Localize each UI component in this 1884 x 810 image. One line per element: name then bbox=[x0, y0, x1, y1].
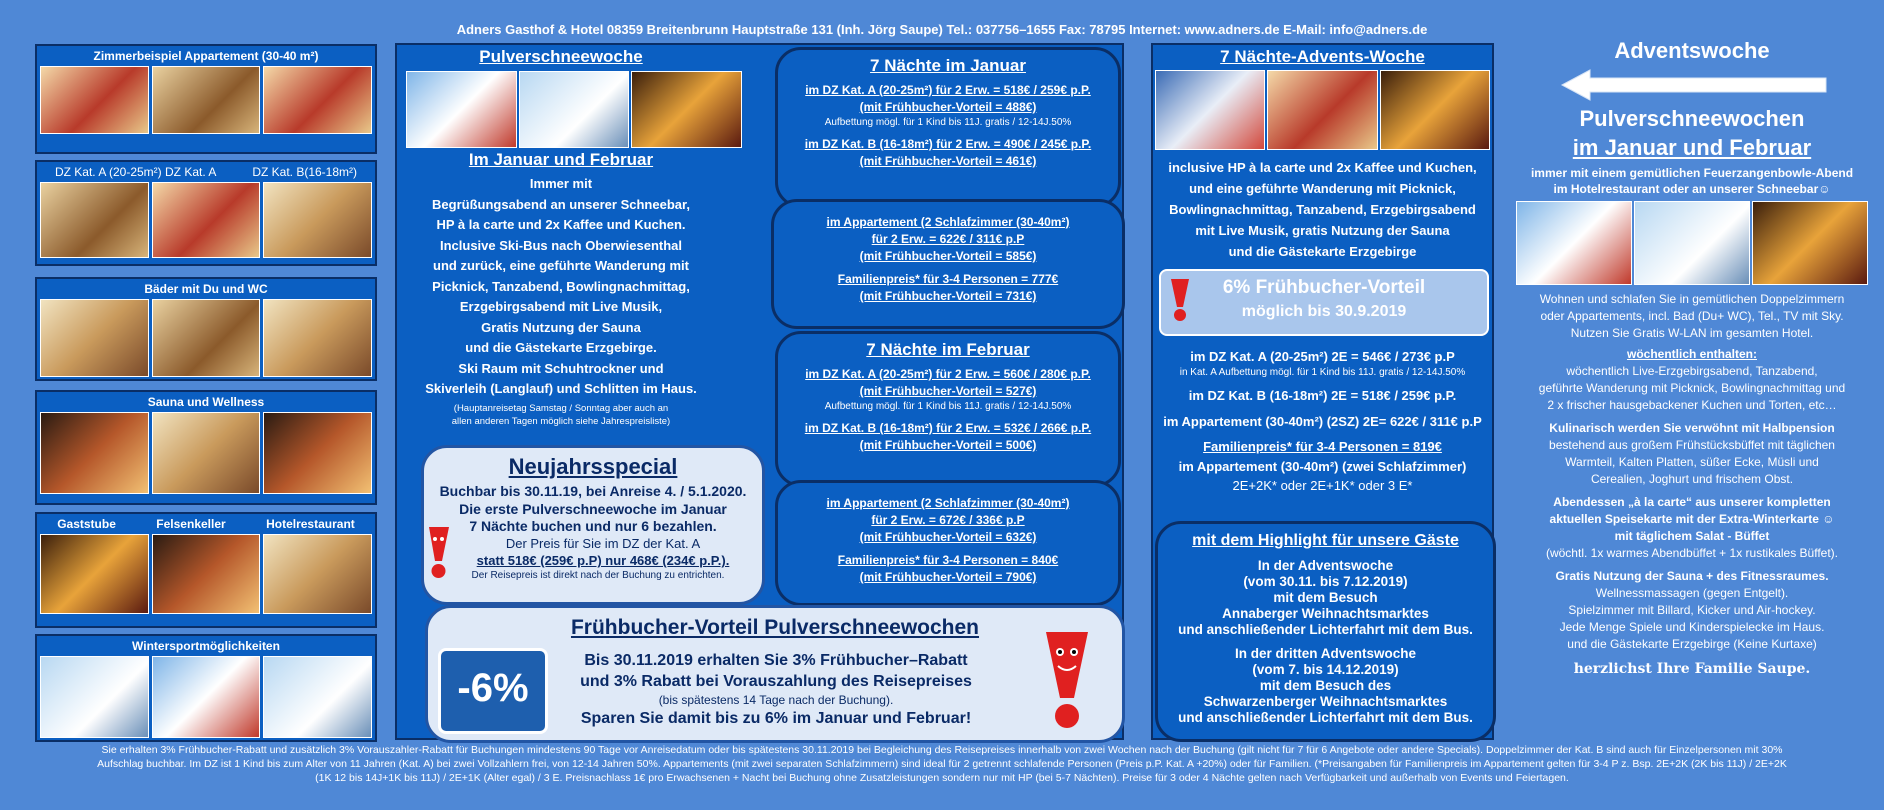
winter-photo bbox=[263, 656, 372, 738]
room-photo bbox=[1267, 70, 1377, 150]
right-p4: Abendessen „à la carte“ aus unserer kompletten bbox=[1553, 495, 1831, 509]
januar-price-a: im DZ Kat. A (20-25m²) für 2 Erw. = 518€ / 259€ p.P. bbox=[805, 83, 1091, 97]
right-p4: aktuellen Speisekarte mit der Extra-Winterkarte ☺ bbox=[1549, 512, 1835, 526]
highlight-line: mit dem Besuch des bbox=[1259, 678, 1392, 693]
highlight-line: In der Adventswoche bbox=[1257, 558, 1394, 573]
right-p3: Warmteil, Kalten Platten, süßer Ecke, Müsli und bbox=[1565, 455, 1819, 469]
right-heading-1: Pulverschneewochen bbox=[1579, 106, 1805, 131]
panel-title: Gaststube bbox=[57, 517, 116, 531]
room-photo bbox=[263, 182, 372, 258]
februar-fb-b: (mit Frühbucher-Vorteil = 500€) bbox=[859, 438, 1037, 452]
fruehbucher-l4: Sparen Sie damit bis zu 6% im Januar und Februar! bbox=[580, 710, 972, 727]
highlight-line: mit dem Besuch bbox=[1273, 590, 1378, 605]
pulver-line: Inclusive Ski-Bus nach Oberwiesenthal bbox=[439, 237, 683, 253]
fruehbucher-l3: (bis spätestens 14 Tage nach der Buchung). bbox=[658, 693, 894, 707]
pulver-line: Skiverleih (Langlauf) und Schlitten im Haus. bbox=[425, 381, 697, 396]
januar-title: 7 Nächte im Januar bbox=[870, 56, 1026, 75]
restaurant-photo bbox=[631, 71, 742, 148]
right-p2: 2 x frischer hausgebackener Kuchen und Torten, etc… bbox=[1547, 398, 1837, 412]
right-column bbox=[1512, 38, 1872, 677]
advent-line: inclusive HP à la carte und 2x Kaffee und Kuchen, bbox=[1168, 160, 1477, 175]
januar-app-price: für 2 Erw. = 622€ / 311€ p.P bbox=[871, 232, 1025, 246]
pulver-line: HP à la carte und 2x Kaffee und Kuchen. bbox=[436, 217, 686, 232]
pulver-line: Ski Raum mit Schuhtrockner und bbox=[458, 360, 664, 376]
fruehbucher-l1: Bis 30.11.2019 erhalten Sie 3% Frühbucher–Rabatt bbox=[584, 652, 968, 669]
januar-family-fb: (mit Frühbucher-Vorteil = 731€) bbox=[859, 289, 1037, 303]
right-p1: Nutzen Sie Gratis W-LAN im gesamten Hotel. bbox=[1570, 326, 1814, 340]
fruehbucher-l2: und 3% Rabatt bei Vorauszahlung des Reisepreises bbox=[580, 673, 972, 690]
restaurant-photo bbox=[40, 534, 149, 614]
sauna-photo bbox=[152, 412, 261, 494]
februar-aufbettung: Aufbettung mögl. für 1 Kind bis 11J. gratis / 12-14J.50% bbox=[824, 401, 1072, 412]
right-intro: im Hotelrestaurant oder an unserer Schneebar☺ bbox=[1553, 182, 1831, 196]
highlight-line: und anschließender Lichterfahrt mit dem Bus. bbox=[1178, 622, 1473, 637]
pulver-line: und die Gästekarte Erzgebirge. bbox=[465, 340, 657, 355]
bath-photo bbox=[152, 299, 261, 377]
februar-family: Familienpreis* für 3-4 Personen = 840€ bbox=[837, 553, 1059, 567]
footer-line: (1K 12 bis 14J+1K bis 11J) / 2E+1K (Alter egal) / 3 E. Preisnachlass 1€ pro Erwachsenen + Nacht bei Buchung ohne Zusatzleistungen sondern nur mit HP (bei 5-7 Nächten). Preise für 3 oder 4 Nächte gelten nach Verfügbarkeit und außerhalb von Events und Feiertagen. bbox=[315, 772, 1569, 784]
advent-app-line: im Appartement (30-40m²) (zwei Schlafzimmer) bbox=[1178, 459, 1467, 474]
right-p2: geführte Wanderung mit Picknick, Bowlingnachmittag und bbox=[1538, 381, 1846, 395]
right-intro: immer mit einem gemütlichen Feuerzangenbowle-Abend bbox=[1530, 166, 1854, 180]
pulver-line: Picknick, Tanzabend, Bowlingnachmittag, bbox=[432, 278, 690, 294]
neujahr-l6: Der Reisepreis ist direkt nach der Buchung zu entrichten. bbox=[471, 570, 725, 581]
fruehbucher-title: Frühbucher-Vorteil Pulverschneewochen bbox=[570, 616, 980, 639]
februar-title: 7 Nächte im Februar bbox=[866, 340, 1030, 359]
bubble-februar-app bbox=[775, 480, 1121, 606]
highlight-line: und anschließender Lichterfahrt mit dem Bus. bbox=[1178, 710, 1473, 725]
right-p5: Spielzimmer mit Billard, Kicker und Air-hockey. bbox=[1568, 603, 1816, 617]
winter-photo bbox=[152, 656, 261, 738]
advent-family-combos: 2E+2K* oder 2E+1K* oder 3 E* bbox=[1232, 478, 1413, 493]
bubble-neujahr bbox=[421, 445, 765, 605]
right-p3: Kulinarisch werden Sie verwöhnt mit Halbpension bbox=[1549, 421, 1835, 435]
mulled-wine-photo bbox=[1380, 70, 1490, 150]
footer-terms bbox=[22, 743, 1862, 785]
right-p5: Gratis Nutzung der Sauna + des Fitnessraumes. bbox=[1555, 569, 1829, 583]
advent-title: 7 Nächte-Advents-Woche bbox=[1220, 47, 1425, 66]
cellar-photo bbox=[152, 534, 261, 614]
restaurant-photo bbox=[1752, 201, 1868, 285]
right-p1: oder Appartements, incl. Bad (Du+ WC), Tel., TV mit Sky. bbox=[1540, 309, 1844, 323]
pulver-line: und zurück, eine geführte Wanderung mit bbox=[433, 258, 689, 273]
panel-doppelzimmer bbox=[35, 160, 377, 266]
highlight-line: (vom 7. bis 14.12.2019) bbox=[1252, 662, 1399, 677]
advent-fruehbucher-box bbox=[1159, 269, 1489, 336]
sauna-photo bbox=[40, 412, 149, 494]
highlight-line: In der dritten Adventswoche bbox=[1234, 646, 1417, 661]
room-photo bbox=[40, 182, 149, 258]
right-title: Adventswoche bbox=[1614, 38, 1770, 63]
pulver-subtitle: Im Januar und Februar bbox=[468, 150, 654, 169]
bubble-highlight bbox=[1155, 521, 1496, 742]
advent-line: Bowlingnachmittag, Tanzabend, Erzgebirgsabend bbox=[1169, 202, 1476, 217]
advent-fb-date: möglich bis 30.9.2019 bbox=[1241, 303, 1407, 320]
advent-line: und eine geführte Wanderung mit Picknick, bbox=[1189, 181, 1456, 196]
januar-fb-b: (mit Frühbucher-Vorteil = 461€) bbox=[859, 154, 1037, 168]
room-photo bbox=[263, 66, 372, 134]
januar-app-fb: (mit Frühbucher-Vorteil = 585€) bbox=[859, 249, 1037, 263]
panel-pulverschneewoche bbox=[395, 43, 1124, 740]
neujahr-l1: Buchbar bis 30.11.19, bei Anreise 4. / 5.1.2020. bbox=[439, 483, 747, 499]
room-photo bbox=[40, 66, 149, 134]
januar-aufbettung: Aufbettung mögl. für 1 Kind bis 11J. gratis / 12-14J.50% bbox=[824, 117, 1072, 128]
advent-fb-title: 6% Frühbucher-Vorteil bbox=[1222, 277, 1426, 298]
restaurant-photo bbox=[263, 534, 372, 614]
panel-title: Zimmerbeispiel Appartement (30-40 m²) bbox=[93, 49, 319, 63]
pulver-line: Begrüßungsabend an unserer Schneebar, bbox=[432, 196, 690, 212]
winter-photo bbox=[40, 656, 149, 738]
panel-appartement bbox=[35, 44, 377, 154]
header-contact: Adners Gasthof & Hotel 08359 Breitenbrunn Hauptstraße 131 (Inh. Jörg Saupe) Tel.: 037756–1655 Fax: 78795 Internet: www.adners.de E-Mail: info@adners.de bbox=[456, 22, 1428, 37]
exclamation-icon bbox=[423, 523, 453, 581]
sauna-photo bbox=[263, 412, 372, 494]
neujahr-l3: 7 Nächte buchen und nur 6 bezahlen. bbox=[469, 518, 717, 534]
right-p2-title: wöchentlich enthalten: bbox=[1626, 347, 1757, 361]
bubble-februar bbox=[775, 331, 1121, 487]
panel-advent bbox=[1151, 43, 1494, 740]
arrow-left-icon bbox=[1560, 68, 1830, 102]
exclamation-icon bbox=[1167, 277, 1191, 323]
pulver-line: Immer mit bbox=[529, 176, 593, 191]
neujahr-l5: statt 518€ (259€ p.P) nur 468€ (234€ p.P.). bbox=[476, 553, 730, 568]
januar-price-b: im DZ Kat. B (16-18m²) für 2 Erw. = 490€ / 245€ p.P. bbox=[804, 137, 1092, 151]
advent-price-app: im Appartement (30-40m²) (2SZ) 2E= 622€ / 311€ p.P bbox=[1163, 414, 1482, 429]
advent-line: und die Gästekarte Erzgebirge bbox=[1228, 244, 1417, 259]
right-p4: mit täglichem Salat - Büffet bbox=[1614, 529, 1770, 543]
advent-family: Familienpreis* für 3-4 Personen = 819€ bbox=[1203, 439, 1442, 454]
bath-photo bbox=[263, 299, 372, 377]
right-p3: Cerealien, Joghurt und frischem Obst. bbox=[1590, 472, 1794, 486]
februar-price-b: im DZ Kat. B (16-18m²) für 2 Erw. = 532€ / 266€ p.P. bbox=[804, 421, 1092, 435]
panel-title: Bäder mit Du und WC bbox=[144, 282, 268, 296]
highlight-title: mit dem Highlight für unsere Gäste bbox=[1192, 532, 1459, 549]
bubble-fruehbucher bbox=[425, 605, 1125, 743]
februar-app-price: für 2 Erw. = 672€ / 336€ p.P bbox=[871, 513, 1025, 527]
right-p5: Wellnessmassagen (gegen Entgelt). bbox=[1595, 586, 1789, 600]
januar-app: im Appartement (2 Schlafzimmer (30-40m²) bbox=[826, 215, 1070, 229]
right-p5: Jede Menge Spiele und Kinderspielecke im Haus. bbox=[1559, 620, 1825, 634]
hotel-winter-photo bbox=[1634, 201, 1750, 285]
christmas-market-photo bbox=[1155, 70, 1265, 150]
panel-title: DZ Kat. A (20-25m²) DZ Kat. A bbox=[54, 165, 217, 179]
neujahr-l4: Der Preis für Sie im DZ der Kat. A bbox=[505, 536, 701, 551]
pulver-note: (Hauptanreisetag Samstag / Sonntag aber auch an allen anderen Tagen möglich siehe Jahrespreisliste) bbox=[451, 402, 671, 427]
right-p2: wöchentlich Live-Erzgebirgsabend, Tanzabend, bbox=[1566, 364, 1818, 378]
advent-price-a: im DZ Kat. A (20-25m²) 2E = 546€ / 273€ p.P bbox=[1190, 349, 1455, 364]
signature: herzlichst Ihre Familie Saupe. bbox=[1573, 661, 1811, 677]
januar-fb-a: (mit Frühbucher-Vorteil = 488€) bbox=[859, 100, 1037, 114]
advent-aufbettung: in Kat. A Aufbettung mögl. für 1 Kind bis 11J. gratis / 12-14J.50% bbox=[1179, 367, 1466, 378]
neujahr-l2: Die erste Pulverschneewoche im Januar bbox=[459, 501, 727, 517]
februar-app-fb: (mit Frühbucher-Vorteil = 632€) bbox=[859, 530, 1037, 544]
right-p1: Wohnen und schlafen Sie in gemütlichen Doppelzimmern bbox=[1539, 292, 1845, 306]
footer-line: Aufschlag buchbar. Im DZ ist 1 Kind bis zum Alter von 11 Jahren (Kat. A) bei zwei Vollzahlern frei, von 12-14 Jahren 50%. Appartements (mit zwei separaten Schlafzimmern) sind ideal für 2 getrennt schlafende Personen (Preis p.P. Kat. A +20%) oder für Familien. (*Preisangaben für Familienpreis im Appartement gelten für 3-4 P z. Bsp. 2E+2K (2K bis 11J) / 2E+2K bbox=[97, 758, 1787, 770]
panel-title: DZ Kat. B(16-18m²) bbox=[252, 165, 358, 179]
footer-line: Sie erhalten 3% Frühbucher-Rabatt und zusätzlich 3% Vorauszahler-Rabatt für Buchungen mindestens 90 Tage vor Anreisedatum oder bis spätestens 30.11.2019 bei Begleichung des Reisepreises innerhalb von zwei Wochen nach der Buchung (gilt nicht für 7 für 6 Angebote oder andere Specials). Doppelzimmer der Kat. B sind auch für Einzelpersonen mit 30% bbox=[101, 744, 1783, 756]
advent-line: mit Live Musik, gratis Nutzung der Sauna bbox=[1195, 223, 1450, 238]
panel-title: Sauna und Wellness bbox=[147, 395, 265, 409]
pulver-line: Gratis Nutzung der Sauna bbox=[481, 319, 641, 335]
family-snow-photo bbox=[406, 71, 517, 148]
panel-wintersport bbox=[35, 634, 377, 742]
panel-title: Felsenkeller bbox=[156, 517, 226, 531]
highlight-line: (vom 30.11. bis 7.12.2019) bbox=[1243, 574, 1408, 589]
pulver-title: Pulverschneewoche bbox=[479, 47, 643, 66]
advent-price-b: im DZ Kat. B (16-18m²) 2E = 518€ / 259€ p.P. bbox=[1188, 388, 1457, 403]
neujahr-title: Neujahrsspecial bbox=[508, 454, 678, 479]
room-photo bbox=[152, 66, 261, 134]
panel-gaststube bbox=[35, 512, 377, 628]
discount-badge: -6% bbox=[438, 648, 548, 734]
februar-app: im Appartement (2 Schlafzimmer (30-40m²) bbox=[826, 496, 1070, 510]
highlight-line: Annaberger Weihnachtsmarktes bbox=[1222, 606, 1429, 621]
februar-family-fb: (mit Frühbucher-Vorteil = 790€) bbox=[859, 570, 1037, 584]
panel-title: Wintersportmöglichkeiten bbox=[132, 639, 280, 653]
februar-fb-a: (mit Frühbucher-Vorteil = 527€) bbox=[859, 384, 1037, 398]
sledge-photo bbox=[519, 71, 630, 148]
bath-photo bbox=[40, 299, 149, 377]
right-p3: bestehend aus großem Frühstücksbüffet mit täglichen bbox=[1549, 438, 1835, 452]
right-p5: und die Gästekarte Erzgebirge (Keine Kurtaxe) bbox=[1567, 637, 1817, 651]
girl-snow-photo bbox=[1516, 201, 1632, 285]
right-heading-2: im Januar und Februar bbox=[1572, 135, 1812, 160]
room-photo bbox=[152, 182, 261, 258]
februar-price-a: im DZ Kat. A (20-25m²) für 2 Erw. = 560€ / 280€ p.P. bbox=[805, 367, 1091, 381]
panel-sauna bbox=[35, 390, 377, 505]
panel-title: Hotelrestaurant bbox=[266, 517, 355, 531]
bubble-januar-app bbox=[771, 199, 1125, 329]
panel-baeder bbox=[35, 277, 377, 381]
exclamation-mascot-icon bbox=[1036, 626, 1096, 734]
pulver-line: Erzgebirgsabend mit Live Musik, bbox=[459, 299, 663, 314]
januar-family: Familienpreis* für 3-4 Personen = 777€ bbox=[837, 272, 1059, 286]
bubble-januar bbox=[775, 47, 1121, 208]
highlight-line: Schwarzenberger Weihnachtsmarktes bbox=[1203, 694, 1448, 709]
right-p4: (wöchtl. 1x warmes Abendbüffet + 1x rustikales Büffet). bbox=[1545, 546, 1839, 560]
